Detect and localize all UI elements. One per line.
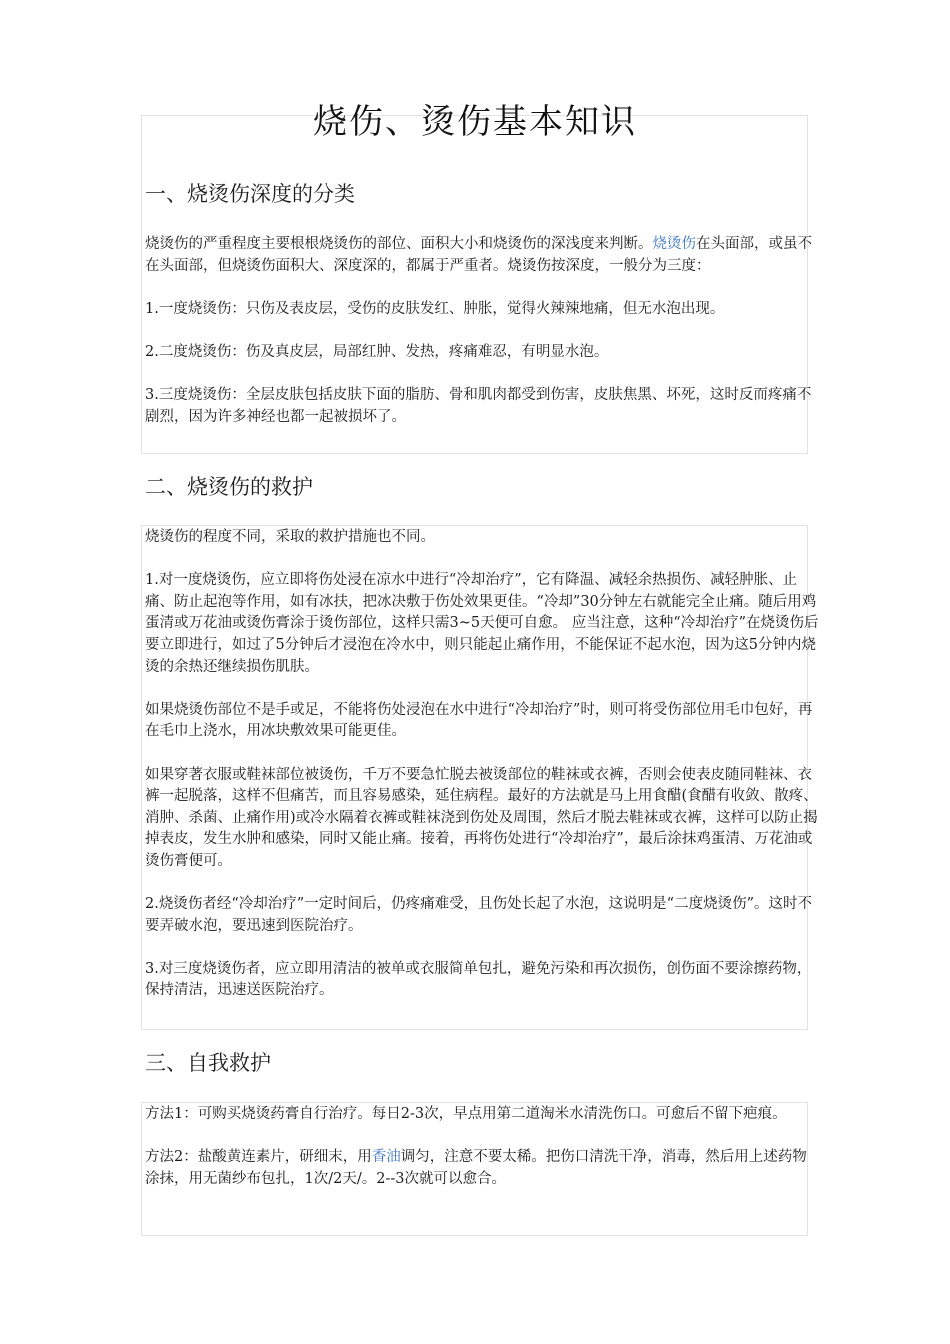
section-2-heading: 二、烧烫伤的救护 [145,475,313,499]
section-1-paragraph-1: 1.一度烧烫伤：只伤及表皮层，受伤的皮肤发红、肿胀，觉得火辣辣地痛，但无水泡出现。 [145,300,725,317]
section-3-paragraph-1: 方法1：可购买烧烫药膏自行治疗。每日2-3次，早点用第二道淘米水清洗伤口。可愈后不留下疤痕。 [145,1106,787,1122]
page-title: 烧伤、烫伤基本知识 [313,102,637,142]
section-1-intro [145,234,821,277]
section-2-paragraph-1: 1.对一度烧烫伤，应立即将伤处浸在凉水中进行“冷却治疗”，它有降温、减轻余热损伤、减轻肿胀、止痛、防止起泡等作用，如有冰扶，把冰决敷于伤处效果更佳。“冷却”30分钟左右就能完全止痛。随后用鸡蛋清或万花油或烫伤膏涂于烫伤部位，这样只需3~5天便可自愈。 应当注意，这种“冷却治疗”在烧烫伤后要立即进行，如过了5分钟后才浸泡在冷水中，则只能起止痛作用，不能保证不起水泡，因为这5分钟内烧烫的余热还继续损伤肌肤。 [145,572,819,675]
section-1-paragraph-3: 3.三度烧烫伤：全层皮肤包括皮肤下面的脂肪、骨和肌肉都受到伤害，皮肤焦黑、坏死，这时反而疼痛不剧烈，因为许多神经也都一起被损坏了。 [145,387,812,425]
burn-link[interactable]: 烧烫伤 [652,236,696,252]
section-1-body [145,234,821,428]
section-1-heading: 一、烧烫伤深度的分类 [145,182,355,206]
section-3-paragraph-2 [145,1147,821,1190]
sesame-oil-link[interactable]: 香油 [371,1149,401,1166]
section-2-body [145,527,821,1002]
method2-text-after: 调匀，注意不要太稀。把伤口清洗干净，消毒，然后用上述药物涂抹，用无菌纱布包扎，1次/2天/。2--3次就可以愈合。 [145,1149,807,1187]
method2-text-before: 方法2：盐酸黄连素片，研细末，用 [145,1149,372,1166]
intro-text-after: 在头面部，或虽不在头面部，但烧烫伤面积大、深度深的，都属于严重者。烧烫伤按深度，一般分为三度： [145,236,812,274]
intro-text-before: 烧烫伤的严重程度主要根根烧烫伤的部位、面积大小和烧烫伤的深浅度来判断。 [145,236,653,252]
section-2-paragraph-5: 3.对三度烧烫伤者，应立即用清洁的被单或衣服简单包扎，避免污染和再次损伤，创伤面不要涂擦药物，保持清洁，迅速送医院治疗。 [145,960,812,999]
section-3-body [145,1104,821,1190]
section-2-paragraph-4: 2.烧烫伤者经“冷却治疗”一定时间后，仍疼痛难受，且伤处长起了水泡，这说明是“二度烧烫伤”。这时不要弄破水泡，要迅速到医院治疗。 [145,896,812,934]
section-2-paragraph-2: 如果烧烫伤部位不是手或足，不能将伤处浸泡在水中进行“冷却治疗”时，则可将受伤部位用毛巾包好，再在毛巾上浇水，用冰块敷效果可能更佳。 [145,701,813,740]
section-3-heading: 三、自我救护 [145,1051,271,1075]
section-2-paragraph-3: 如果穿著衣服或鞋袜部位被烫伤，千万不要急忙脱去被烫部位的鞋袜或衣裤，否则会使表皮随同鞋袜、衣裤一起脱落，这样不但痛苦，而且容易感染，延住病程。最好的方法就是马上用食醋(食醋有收敛、散疼、消肿、杀菌、止痛作用)或冷水隔着衣裤或鞋袜浇到伤处及周围，然后才脱去鞋袜或衣裤，这样可以防止揭掉表皮，发生水肿和感染，同时又能止痛。接着，再将伤处进行“冷却治疗”，最后涂抹鸡蛋清、万花油或烫伤膏便可。 [145,766,818,869]
section-1-paragraph-2: 2.二度烧烫伤：伤及真皮层，局部红肿、发热，疼痛难忍，有明显水泡。 [145,343,609,360]
section-2-paragraph-0: 烧烫伤的程度不同，采取的救护措施也不同。 [145,529,435,545]
